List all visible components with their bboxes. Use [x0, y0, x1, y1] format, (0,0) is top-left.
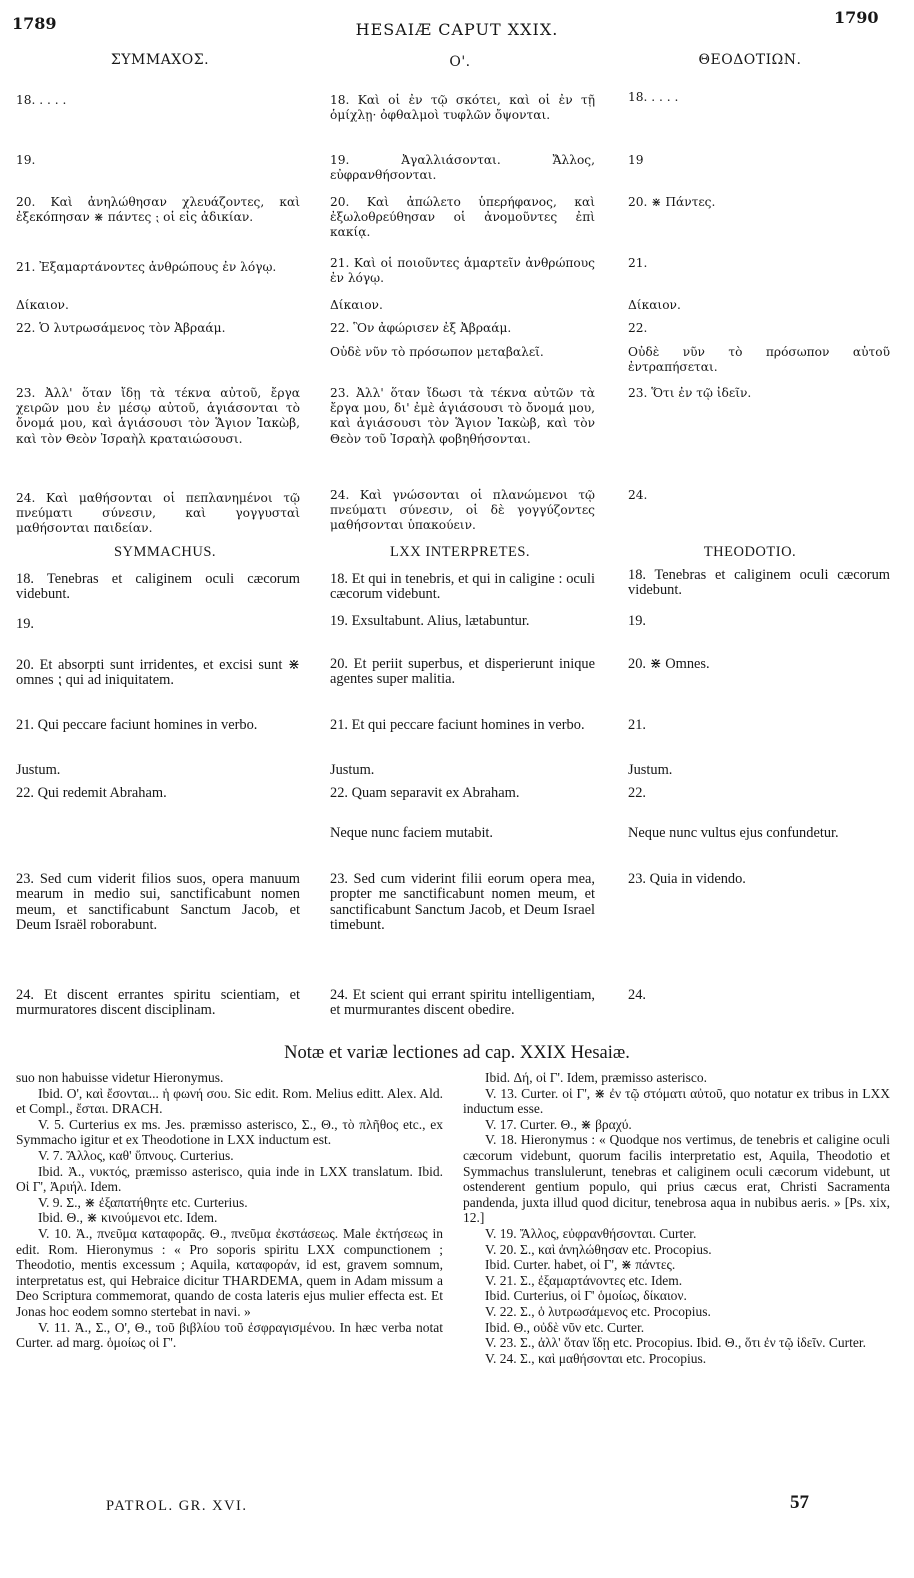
note-right-9: V. 22. Σ., ὁ λυτρωσάμενος etc. Procopius.: [485, 1303, 711, 1319]
note-right-6: Ibid. Curter. habet, οἱ Γ', ⋇ πάντες.: [485, 1257, 676, 1273]
greek-sym-verse-21: 21. Ἐξαμαρτάνοντες ἀνθρώπους ἐν λόγῳ.: [16, 260, 277, 274]
note-right-3: V. 18. Hieronymus : « Quodque nos vertimus, de tenebris et caligine oculi cæcorum videbunt, quorum facilis interpretatio est, Aquila, Theodotio et Symmachus translulerunt, tenebras et caliginem oculi cæcorum videbunt, ut ostenderent gentium populo, qui prius cæcus erat, Christi Sacramenta pandenda, juxta illud quod dicitur, tenebrosa aqua in nubibus aeris. » [Ps. xix, 12.]: [463, 1132, 890, 1226]
note-right-0: Ibid. Δή, οἱ Γ'. Idem, præmisso asterisco.: [485, 1070, 707, 1085]
latin-lxx-verse-22: 22. Quam separavit ex Abraham.: [330, 785, 520, 801]
latin-sym-verse-24: 24. Et discent errantes spiritu scientiam, et murmuratores discent disciplinam.: [16, 987, 300, 1019]
latin-theod-verse-21: 21.: [628, 717, 646, 733]
greek-lxx-verse-20: 20. Καὶ ἀπώλετο ὑπερήφανος, καὶ ἐξωλοθρεύθησαν οἱ ἀνομοῦντες ἐπὶ κακίᾳ.: [330, 195, 595, 240]
note-right-2: V. 17. Curter. Θ., ⋇ βραχύ.: [485, 1116, 632, 1132]
greek-theod-verse-19: 19: [628, 153, 644, 167]
notes-left-column: [16, 1070, 443, 1351]
latin-theod-verse-23: 23. Quia in videndo.: [628, 871, 746, 887]
latin-theod-verse-22: 22.: [628, 785, 646, 801]
latin-sym-verse-19: 19.: [16, 616, 34, 632]
greek-theod-vultus: Οὐδὲ νῦν τὸ πρόσωπον αὐτοῦ ἐντραπήσεται.: [628, 345, 890, 375]
note-right-11: V. 23. Σ., ἀλλ' ὅταν ἴδῃ etc. Procopius. Ibid. Θ., ὅτι ἐν τῷ ἰδεῖν. Curter.: [485, 1335, 867, 1351]
page-number-right: 1790: [834, 8, 879, 27]
latin-theod-verse-19: 19.: [628, 613, 646, 629]
greek-theod-verse-21: 21.: [628, 256, 648, 270]
latin-heading-theodotio: THEODOTIO.: [703, 544, 797, 560]
greek-theod-verse-23: 23. Ὅτι ἐν τῷ ἰδεῖν.: [628, 386, 752, 400]
note-left-0: suo non habuisse videtur Hieronymus.: [16, 1070, 224, 1085]
note-left-5: V. 9. Σ., ⋇ ἐξαπατήθητε etc. Curterius.: [38, 1194, 248, 1210]
greek-sym-justum: Δίκαιον.: [16, 298, 69, 312]
latin-theod-verse-20: 20. ⋇ Omnes.: [628, 656, 710, 672]
note-right-5: V. 20. Σ., καὶ ἀνηλώθησαν etc. Procopius.: [485, 1241, 712, 1257]
greek-sym-verse-22: 22. Ὁ λυτρωσάμενος τὸν Ἀβραάμ.: [16, 321, 226, 335]
greek-sym-verse-19: 19.: [16, 153, 36, 167]
latin-lxx-verse-18: 18. Et qui in tenebris, et qui in caligine : oculi cæcorum videbunt.: [330, 571, 595, 603]
greek-sym-verse-23: 23. Ἀλλ' ὅταν ἴδῃ τὰ τέκνα αὐτοῦ, ἔργα χειρῶν μου ἐν μέσῳ αὐτοῦ, ἁγιάσονται τὸ ὄνομά μου, καὶ ἁγιάσουσι τὸν Ἅγιον Ἰακὼβ, καὶ τὸν Θεὸν Ἰσραὴλ κραταιώσουσι.: [16, 386, 300, 446]
latin-lxx-verse-19: 19. Exsultabunt. Alius, lætabuntur.: [330, 613, 530, 629]
greek-lxx-verse-18: 18. Καὶ οἱ ἐν τῷ σκότει, καὶ οἱ ἐν τῇ ὁμίχλῃ· ὀφθαλμοὶ τυφλῶν ὄψονται.: [330, 93, 595, 123]
note-left-8: V. 11. Ἀ., Σ., Ο', Θ., τοῦ βιβλίου τοῦ ἐσφραγισμένου. In hæc verba notat Curter. ad marg. ὁμοίως οἱ Γ'.: [16, 1319, 443, 1351]
note-right-1: V. 13. Curter. οἱ Γ', ⋇ ἐν τῷ στόματι αὐτοῦ, quo notatur ex tribus in LXX inductum esse.: [463, 1085, 890, 1117]
latin-lxx-verse-23: 23. Sed cum viderint filii eorum opera mea, propter me sanctificabunt nomen meum, et sanctificabunt Sanctum Jacob, et Deum Israel timebunt.: [330, 871, 595, 934]
note-left-6: Ibid. Θ., ⋇ κινούμενοι etc. Idem.: [38, 1210, 218, 1226]
greek-lxx-verse-21: 21. Καὶ οἱ ποιοῦντες ἁμαρτεῖν ἀνθρώπους ἐν λόγῳ.: [330, 256, 595, 286]
note-left-7: V. 10. Ἀ., πνεῦμα καταφορᾶς. Θ., πνεῦμα ἐκστάσεως. Male ἐκτήσεως in edit. Rom. Hieronymus : « Pro soporis spiritu LXX compunctionem ; Theodotio, mentis excessum ; Aquila, καταφοράν, id est, gravem somnum, interpretatus est, qui Hebraice dicitur THARDEMA, quem in Adam missum a Deo Scriptura commemorat, quando de costa lateris ejus mulier effecta est. Et Jonas hoc eodem somno stertebat in navi. »: [16, 1225, 443, 1319]
footer-series: PATROL. GR. XVI.: [106, 1498, 248, 1514]
latin-lxx-justum: Justum.: [330, 762, 375, 778]
greek-theod-verse-24: 24.: [628, 488, 648, 502]
latin-lxx-verse-20: 20. Et periit superbus, et disperierunt inique agentes super malitia.: [330, 656, 595, 688]
footer-signature-number: 57: [790, 1492, 809, 1513]
greek-theod-verse-22: 22.: [628, 321, 648, 335]
latin-sym-verse-20: 20. Et absorpti sunt irridentes, et excisi sunt ⋇ omnes ⁏ qui ad iniquitatem.: [16, 657, 300, 689]
latin-sym-verse-23: 23. Sed cum viderit filios suos, opera manuum mearum in medio sui, sanctificabunt nomen meum, et sanctificabunt Sanctum Jacob, et Deum Israël roborabunt.: [16, 871, 300, 934]
latin-sym-verse-22: 22. Qui redemit Abraham.: [16, 785, 167, 801]
latin-lxx-verse-24: 24. Et scient qui errant spiritu intelligentiam, et murmurantes discent obedire.: [330, 987, 595, 1019]
latin-theod-verse-18: 18. Tenebras et caliginem oculi cæcorum videbunt.: [628, 567, 890, 599]
greek-lxx-verse-24: 24. Καὶ γνώσονται οἱ πλανώμενοι τῷ πνεύματι σύνεσιν, οἱ δὲ γογγύζοντες μαθήσονται ὑπακούειν.: [330, 488, 595, 533]
greek-lxx-justum: Δίκαιον.: [330, 298, 383, 312]
greek-lxx-vultus: Οὐδὲ νῦν τὸ πρόσωπον μεταβαλεῖ.: [330, 345, 544, 359]
greek-lxx-verse-23: 23. Ἀλλ' ὅταν ἴδωσι τὰ τέκνα αὐτῶν τὰ ἔργα μου, δι' ἐμὲ ἁγιάσουσι τὸ ὄνομά μου, καὶ ἁγιάσουσι τὸν Ἅγιον Ἰακὼβ, καὶ τὸν Θεὸν τοῦ Ἰσραὴλ φοβηθήσονται.: [330, 386, 595, 446]
note-left-1: Ibid. Ο', καὶ ἔσονται... ἡ φωνή σου. Sic edit. Rom. Melius editt. Alex. Ald. et Compl., ἔσται. DRACH.: [16, 1085, 443, 1117]
note-left-3: V. 7. Ἄλλος, καθ' ὕπνους. Curterius.: [38, 1147, 234, 1163]
latin-lxx-verse-21: 21. Et qui peccare faciunt homines in verbo.: [330, 717, 585, 733]
greek-lxx-verse-19: 19. Ἀγαλλιάσονται. Ἄλλος, εὐφρανθήσονται.: [330, 153, 595, 183]
latin-sym-verse-21: 21. Qui peccare faciunt homines in verbo.: [16, 717, 258, 733]
greek-sym-verse-24: 24. Καὶ μαθήσονται οἱ πεπλανημένοι τῷ πνεύματι σύνεσιν, καὶ γογγυσταὶ μαθήσονται παιδείαν.: [16, 491, 300, 536]
latin-theod-verse-24: 24.: [628, 987, 646, 1003]
page-title: HESAIÆ CAPUT XXIX.: [355, 20, 559, 39]
note-right-4: V. 19. Ἄλλος, εὐφρανθήσονται. Curter.: [485, 1225, 697, 1241]
note-right-10: Ibid. Θ., οὐδὲ νῦν etc. Curter.: [485, 1319, 645, 1335]
note-left-2: V. 5. Curterius ex ms. Jes. præmisso asterisco, Σ., Θ., τὸ πλῆθος etc., ex Symmacho igitur et ex Theodotione in LXX inductum est.: [16, 1116, 443, 1148]
note-left-4: Ibid. Ἀ., νυκτός, præmisso asterisco, quia inde in LXX translatum. Ibid. Οἱ Γ', Ἀριήλ. Idem.: [16, 1163, 443, 1195]
latin-sym-verse-18: 18. Tenebras et caliginem oculi cæcorum videbunt.: [16, 571, 300, 603]
latin-theod-vultus: Neque nunc vultus ejus confundetur.: [628, 825, 839, 841]
greek-theod-verse-18: 18. . . . .: [628, 90, 679, 104]
note-right-7: V. 21. Σ., ἐξαμαρτάνοντες etc. Idem.: [485, 1272, 683, 1288]
latin-theod-justum: Justum.: [628, 762, 673, 778]
note-right-8: Ibid. Curterius, οἱ Γ' ὁμοίως, δίκαιον.: [485, 1288, 687, 1304]
latin-heading-symmachus: SYMMACHUS.: [113, 544, 217, 560]
page-number-left: 1789: [12, 14, 57, 33]
greek-heading-symmachus: ΣΥΜΜΑΧΟΣ.: [110, 52, 210, 68]
greek-heading-theodotion: ΘΕΟΔΟΤΙΩΝ.: [698, 52, 802, 68]
latin-sym-justum: Justum.: [16, 762, 61, 778]
greek-heading-lxx: Ο'.: [449, 54, 471, 70]
latin-heading-lxx: LXX INTERPRETES.: [389, 544, 531, 560]
greek-sym-verse-20: 20. Καὶ ἀνηλώθησαν χλευάζοντες, καὶ ἐξεκόπησαν ⋇ πάντες ⁏ οἱ εἰς ἀδικίαν.: [16, 195, 300, 225]
notes-title: Notæ et variæ lectiones ad cap. XXIX Hesaiæ.: [284, 1043, 630, 1063]
greek-lxx-verse-22: 22. Ὃν ἀφώρισεν ἐξ Ἀβραάμ.: [330, 321, 512, 335]
notes-right-column: [463, 1070, 890, 1366]
note-right-12: V. 24. Σ., καὶ μαθήσονται etc. Procopius.: [485, 1350, 707, 1366]
greek-theod-verse-20: 20. ⋇ Πάντες.: [628, 195, 716, 209]
greek-sym-verse-18: 18. . . . .: [16, 93, 67, 107]
greek-theod-justum: Δίκαιον.: [628, 298, 681, 312]
latin-lxx-vultus: Neque nunc faciem mutabit.: [330, 825, 494, 841]
